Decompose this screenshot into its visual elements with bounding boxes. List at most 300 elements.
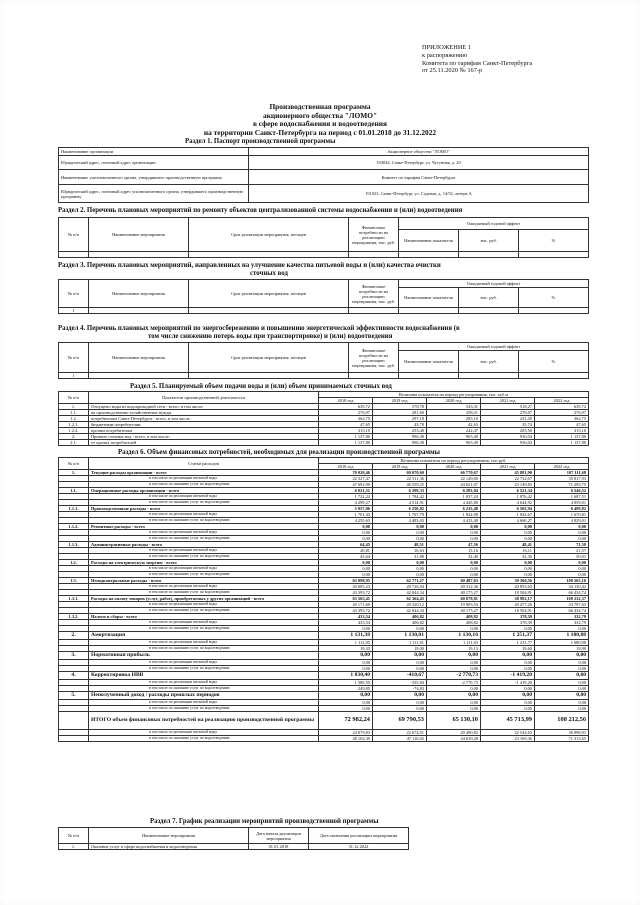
row-value: 332,79 (535, 614, 589, 620)
row-num: 1.2.1. (59, 422, 89, 428)
row-value: 936,04 (481, 440, 535, 446)
row-value: 0,00 (535, 666, 589, 672)
row-name: Принято сточных вод - всего, в том числе: (89, 434, 319, 440)
row-value: 0,00 (481, 536, 535, 542)
passport-value: Акционерное общество "ЛОМО" (249, 148, 589, 156)
row-value: 35,74 (481, 422, 535, 428)
row-value: 205,56 (481, 428, 535, 434)
row-value: 6 502,94 (481, 506, 535, 512)
row-name: Расходы на электрическую энергию - всего (89, 560, 319, 566)
passport-value: 191023, Санкт-Петербург, ул. Садовая, д. 14/52, литера А (249, 185, 589, 203)
row-value: -335,84 (373, 680, 427, 686)
row-value: 40 175,27 (427, 590, 481, 596)
row-value: 46 559,25 (373, 482, 427, 488)
col-num-header: № п/п (59, 392, 89, 404)
row-name: Ремонтные расходы - всего (89, 524, 319, 530)
row-value: 66 770,67 (427, 470, 481, 476)
row-value: 0,00 (427, 652, 481, 660)
section7-title: Раздел 7. График реализации мероприятий производственной программы (150, 818, 379, 825)
row-value: 1 111,01 (373, 640, 427, 646)
row-value: 1 080,98 (535, 640, 589, 646)
row-num: 2. (59, 632, 89, 640)
row-name: Расходы на оплату товаров (услуг, работ), приобретаемых у других организаций - всего (89, 596, 319, 602)
row-value: 0,00 (535, 686, 589, 692)
row-name: в том числе по реализации питьевой воды (89, 660, 319, 666)
row-value: 0,00 (427, 686, 481, 692)
row-value: 32,40 (427, 554, 481, 560)
row-name: в том числе по оказанию услуг по водоотведению (89, 482, 319, 488)
row-end-date: 31.12.2022 (309, 844, 409, 850)
row-value: 66 434,74 (535, 590, 589, 596)
row-value: 36 898,91 (535, 730, 589, 736)
row-value: 39 360,56 (481, 578, 535, 584)
year-header: 2018 год (319, 464, 373, 470)
row-name: в том числе по оказанию услуг по водоотведению (89, 500, 319, 506)
row-value: 6 299,33 (373, 488, 427, 494)
table-row (59, 844, 409, 850)
year-header: 2020 год (427, 464, 481, 470)
row-num: 1 (59, 308, 89, 314)
row-value: 4 859,01 (535, 500, 589, 506)
row-value: 0,00 (535, 524, 589, 530)
row-value: 71,58 (535, 542, 589, 548)
row-value: 6 283,04 (427, 488, 481, 494)
row-value: 100 232,37 (535, 596, 589, 602)
row-value: 1 137,80 (535, 434, 589, 440)
row-name: в том числе по оказанию услуг по водоотведению (89, 572, 319, 578)
document-title (130, 103, 510, 137)
row-value: 0,00 (535, 536, 589, 542)
row-value: 66 434,74 (535, 608, 589, 614)
row-value: 19,90 (535, 646, 589, 652)
table-row (59, 672, 589, 680)
row-num: 1.2. (59, 560, 89, 566)
row-value: 45 713,99 (481, 712, 535, 730)
row-value: 276,97 (481, 410, 535, 416)
row-name: в том числе по оказанию услуг по водоотведению (89, 518, 319, 524)
col-indicator-header: Наименование показателя (399, 351, 459, 373)
col-rub-header: тыс. руб. (459, 230, 519, 252)
row-value: 1 580,55 (319, 680, 373, 686)
row-value: 23 149,83 (481, 482, 535, 488)
row-value: 0,00 (481, 692, 535, 700)
row-value: 1 701,43 (319, 512, 373, 518)
row-num: 1.1. (59, 410, 89, 416)
row-value: 20 490,82 (427, 730, 481, 736)
row-value: 5 957,06 (319, 506, 373, 512)
row-value: 0,00 (373, 572, 427, 578)
row-value: 0,00 (319, 700, 373, 706)
row-value: 0,00 (481, 660, 535, 666)
row-value: 0,00 (373, 530, 427, 536)
row-num: 1.1.1. (59, 506, 89, 512)
table-row (59, 343, 589, 351)
row-value: 1 137,80 (319, 434, 373, 440)
row-name: в том числе по оказанию услуг по водоотведению (89, 608, 319, 614)
row-value: 0,00 (427, 692, 481, 700)
col-name-header: Статьи расходов (89, 458, 319, 470)
row-value: 71 313,65 (535, 736, 589, 742)
table-row (59, 440, 589, 446)
section6-title: Раздел 6. Объем финансовых потребностей, необходимых для реализации производственной программы (118, 449, 440, 456)
section3-title-line2: сточных вод (250, 270, 288, 277)
row-value: 15,16 (427, 548, 481, 554)
row-value: 0,00 (481, 572, 535, 578)
row-value: 64,45 (319, 542, 373, 548)
row-num: 5. (59, 692, 89, 700)
row-value: 24 879,83 (319, 730, 373, 736)
col-name-header: Наименование мероприятия (89, 828, 249, 844)
row-value: 69 070,60 (373, 470, 427, 476)
row-value: 0,00 (373, 706, 427, 712)
row-value: 639,72 (319, 404, 373, 410)
row-value: 20,81 (319, 548, 373, 554)
row-value: 0,00 (481, 686, 535, 692)
row-value: -1 419,20 (481, 672, 535, 680)
row-value: 315,10 (535, 428, 589, 434)
row-num: 1.3. (59, 578, 89, 584)
row-name: ИТОГО объем финансовых потребностей на реализацию производственной программы (89, 712, 319, 730)
section4-title-line2: том числе снижению потерь воды при транспортировке) и (или) водоотведения (148, 333, 393, 340)
section4-title-line1: Раздел 4. Перечень плановых мероприятий по энергосбережению и повышению энергетической эффективности водоснабжения (в (58, 325, 460, 332)
passport-label: Юридический адрес, почтовый адрес уполномоченного органа, утвердившего производственную программу (59, 185, 249, 203)
row-value: 0,00 (427, 660, 481, 666)
row-name: Административные расходы - всего (89, 542, 319, 548)
table-row (59, 736, 589, 742)
row-value: 60 078,81 (427, 596, 481, 602)
col-effect-header: Ожидаемый годовой эффект (399, 280, 589, 288)
row-name: в том числе по оказанию услуг по водоотведению (89, 736, 319, 742)
row-value: 32,30 (481, 554, 535, 560)
row-value: 47,56 (427, 542, 481, 548)
row-value: 50,01 (535, 554, 589, 560)
section4-table (58, 342, 589, 379)
row-name: Неполученный доход / расходы прошлых периодов (89, 692, 319, 700)
row-value: 6 546,52 (535, 488, 589, 494)
row-value: 0,00 (535, 652, 589, 660)
row-value: 1 130,16 (427, 632, 481, 640)
row-value: 4 829,01 (535, 518, 589, 524)
row-value: 18 504,91 (481, 590, 535, 596)
row-num: 3. (59, 652, 89, 660)
row-value: -410,67 (373, 672, 427, 680)
row-value: 22 544,63 (481, 730, 535, 736)
row-value: 249,85 (319, 686, 373, 692)
row-value: 1 687,51 (535, 494, 589, 500)
row-value: 47,65 (535, 422, 589, 428)
row-value: 0,00 (535, 660, 589, 666)
row-num: 1.3.1. (59, 596, 89, 602)
row-value: -2 770,73 (427, 672, 481, 680)
row-value: 0,00 (481, 706, 535, 712)
table-row (59, 280, 589, 288)
row-value: 6 021,51 (319, 488, 373, 494)
row-value: 0,00 (373, 700, 427, 706)
row-value: 639,72 (535, 404, 589, 410)
year-header: 2021 год (481, 398, 535, 404)
col-dates-header: Срок реализации мероприятия, месяцев (189, 343, 349, 373)
row-value: 0,00 (319, 566, 373, 572)
row-name: в том числе по реализации питьевой воды (89, 602, 319, 608)
row-value: 281,60 (373, 410, 427, 416)
row-value: 42,63 (427, 422, 481, 428)
row-value: 285,10 (427, 416, 481, 422)
row-value: 433,54 (319, 614, 373, 620)
row-name: в том числе по реализации питьевой воды (89, 548, 319, 554)
row-value: 48,51 (373, 542, 427, 548)
row-value: 22 732,07 (481, 476, 535, 482)
row-num: 1. (59, 404, 89, 410)
row-value: 0,00 (481, 524, 535, 530)
row-value: 0,00 (427, 524, 481, 530)
row-value: 107 111,68 (535, 470, 589, 476)
col-start-header: Дата начала реализации мероприятия (249, 828, 309, 844)
row-value: 378,39 (481, 620, 535, 626)
row-value: 60 487,63 (427, 578, 481, 584)
row-value: 16,11 (481, 548, 535, 554)
col-pct-header: % (519, 351, 589, 373)
row-value: 4 255,63 (319, 518, 373, 524)
row-value: 4 660,27 (481, 518, 535, 524)
col-num-header: № п/п (59, 218, 89, 252)
row-value: 0,00 (319, 692, 373, 700)
row-value: 258,21 (427, 410, 481, 416)
row-value: 65 130,10 (427, 712, 481, 730)
row-value: 34 130,42 (535, 584, 589, 590)
row-value: 6 235,48 (427, 506, 481, 512)
table-row (59, 148, 589, 156)
row-value: 0,00 (535, 572, 589, 578)
row-num: 1. (59, 470, 89, 476)
table-row (59, 632, 589, 640)
row-value: 1 876,42 (481, 494, 535, 500)
section3-title-line1: Раздел 3. Перечень плановых мероприятий, направленных на улучшение качества питьевой воды и (или) качества очистки (58, 262, 441, 269)
row-value: 0,00 (535, 672, 589, 680)
year-header: 2018 год (319, 398, 373, 404)
row-value: 1 137,80 (535, 440, 589, 446)
col-num-header: № п/п (59, 458, 89, 470)
row-value: 276,97 (319, 410, 373, 416)
row-num: 1.1.3. (59, 542, 89, 548)
row-name: бюджетным потребителям (89, 422, 319, 428)
row-name: Амортизация (89, 632, 319, 640)
row-start-date: 01.01.2018 (249, 844, 309, 850)
row-value: 4 644,92 (481, 500, 535, 506)
row-value: 6 521,34 (481, 488, 535, 494)
row-value: 22 149,60 (427, 476, 481, 482)
row-value: 0,00 (427, 572, 481, 578)
row-value: 0,00 (373, 626, 427, 632)
section3-table (58, 279, 589, 314)
row-value: 433,54 (319, 620, 373, 626)
row-value: 936,04 (481, 434, 535, 440)
row-name: в том числе по оказанию услуг по водоотведению (89, 706, 319, 712)
row-value: 21,57 (535, 548, 589, 554)
row-value: 1 670,81 (535, 512, 589, 518)
row-value: 20 312,36 (427, 584, 481, 590)
col-finance-header: Финансовые потребности на реализацию мероприятия, тыс. руб. (349, 343, 399, 373)
section1-table (58, 147, 589, 203)
row-value: 242,47 (427, 428, 481, 434)
row-value: 63 998,95 (319, 578, 373, 584)
col-rub-header: тыс. руб. (459, 288, 519, 308)
col-finance-header: Финансовые потребности на реализацию мероприятия, тыс. руб. (349, 280, 399, 308)
row-name: Корректировка НВВ (89, 672, 319, 680)
row-value: 48,41 (481, 542, 535, 548)
section2-table (58, 217, 589, 258)
row-value: 1 784,42 (373, 494, 427, 500)
row-name: Отпущено воды из водопроводной сети - всего, в том числе: (89, 404, 319, 410)
row-value: 62 771,27 (373, 578, 427, 584)
row-value: 0,00 (535, 560, 589, 566)
row-num: 4. (59, 672, 89, 680)
row-value: 1 822,08 (427, 512, 481, 518)
row-value: 578,78 (373, 404, 427, 410)
row-value: -1 419,20 (481, 680, 535, 686)
row-value: 19 903,54 (427, 602, 481, 608)
row-name: в том числе по оказанию услуг по водоотведению (89, 646, 319, 652)
table-row (59, 170, 589, 185)
row-value: 0,00 (481, 700, 535, 706)
row-name: в том числе по реализации питьевой воды (89, 730, 319, 736)
row-value: 22 674,51 (373, 730, 427, 736)
row-value: 40 175,27 (427, 608, 481, 614)
row-value: 19,33 (319, 646, 373, 652)
row-value: 0,00 (427, 536, 481, 542)
row-name: в том числе по реализации питьевой воды (89, 512, 319, 518)
row-value: 0,00 (319, 572, 373, 578)
col-dates-header: Срок реализации мероприятия, месяцев (189, 218, 349, 252)
col-name-header: Наименование мероприятия (89, 280, 189, 308)
row-value: 0,00 (481, 560, 535, 566)
row-value: 0,00 (319, 560, 373, 566)
row-value: 297,18 (373, 416, 427, 422)
passport-label: Наименование организации (59, 148, 249, 156)
row-value: 0,00 (373, 560, 427, 566)
row-value: 0,00 (427, 706, 481, 712)
row-value: 0,00 (373, 692, 427, 700)
row-name: Нормативная прибыль (89, 652, 319, 660)
row-value: 362,75 (535, 416, 589, 422)
row-value: 20 605,23 (319, 584, 373, 590)
appendix-line: Комитета по тарифам Санкт-Петербурга (422, 59, 533, 67)
col-effect-header: Ожидаемый годовой эффект (399, 218, 589, 230)
table-row (59, 652, 589, 660)
col-name-header: Показатели производственной деятельности (89, 392, 319, 404)
row-value: 965,49 (427, 440, 481, 446)
row-num (59, 736, 89, 742)
row-value: 0,00 (535, 626, 589, 632)
row-name: в том числе по реализации питьевой воды (89, 476, 319, 482)
row-value: 406,82 (373, 620, 427, 626)
col-indicator-header: Наименование показателя (399, 288, 459, 308)
row-name: в том числе по реализации питьевой воды (89, 700, 319, 706)
row-value: 0,00 (373, 666, 427, 672)
row-value: 408,82 (427, 614, 481, 620)
row-value: 42 044,34 (373, 608, 427, 614)
row-num: 1.1. (59, 488, 89, 494)
row-value: 0,00 (373, 660, 427, 666)
row-value: 332,79 (535, 620, 589, 626)
row-value: 44 639,28 (427, 736, 481, 742)
row-value: 1 830,40 (319, 672, 373, 680)
row-name: в том числе по реализации питьевой воды (89, 494, 319, 500)
table-row (59, 252, 589, 258)
row-num: 1.2. (59, 416, 89, 422)
row-value: 43 393,72 (319, 590, 373, 596)
row-value: 35 817,93 (535, 476, 589, 482)
section7-table (58, 827, 409, 850)
row-value: 0,00 (319, 530, 373, 536)
row-value: 0,00 (319, 536, 373, 542)
row-value: 0,00 (373, 524, 427, 530)
col-effect-header: Ожидаемый годовой эффект (399, 343, 589, 351)
table-row (59, 156, 589, 170)
row-value: 19,13 (427, 646, 481, 652)
row-value: 0,00 (427, 566, 481, 572)
row-value: 0,00 (535, 680, 589, 686)
row-value: 0,00 (319, 660, 373, 666)
row-value: 0,00 (535, 692, 589, 700)
col-pct-header: % (519, 288, 589, 308)
row-value: 253,40 (373, 428, 427, 434)
table-row (59, 692, 589, 700)
row-name: в том числе по оказанию услуг по водоотведению (89, 554, 319, 560)
row-name: потребителям Санкт-Петербурга - всего, в том числе: (89, 416, 319, 422)
row-name: прочим потребителям (89, 428, 319, 434)
header-caption: Величина показателя на период регулирования, тыс.руб. (319, 458, 589, 464)
row-value: 1 722,24 (319, 494, 373, 500)
table-row (59, 828, 409, 844)
row-value: 0,00 (427, 530, 481, 536)
row-value: 0,00 (319, 626, 373, 632)
year-header: 2019 год (373, 464, 427, 470)
row-value: 0,00 (481, 566, 535, 572)
row-value: 0,00 (481, 666, 535, 672)
appendix-block (422, 44, 632, 75)
section2-title: Раздел 2. Перечень плановых мероприятий по ремонту объектов централизованной системы водоснабжения и (или) водоотведения (58, 207, 463, 214)
row-num: 1.1.2. (59, 524, 89, 530)
row-value: 1 842,67 (481, 512, 535, 518)
row-num (59, 712, 89, 730)
row-value: 276,97 (535, 410, 589, 416)
row-value: 42 044,34 (373, 590, 427, 596)
row-value: 1 130,01 (373, 632, 427, 640)
col-num-header: № п/п (59, 280, 89, 308)
row-value: 63 565,41 (319, 596, 373, 602)
row-value: -2 770,73 (427, 680, 481, 686)
col-indicator-header: Наименование показателя (399, 230, 459, 252)
row-value: 0,00 (319, 666, 373, 672)
row-value: 0,00 (427, 626, 481, 632)
row-name: в том числе по реализации питьевой воды (89, 530, 319, 536)
row-value: 43 393,72 (319, 608, 373, 614)
row-value: 4 445,80 (427, 500, 481, 506)
row-name: в том числе по оказанию услуг по водоотведению (89, 536, 319, 542)
row-value: 18 504,91 (481, 608, 535, 614)
col-finance-header: Финансовые потребности на реализацию мероприятия, тыс. руб. (349, 218, 399, 252)
row-value: 47,65 (319, 422, 373, 428)
appendix-line: к распоряжению (422, 51, 468, 59)
row-value: 47 692,99 (319, 482, 373, 488)
row-num: 2. (59, 434, 89, 440)
row-name: в том числе по реализации питьевой воды (89, 566, 319, 572)
year-header: 2022 год (535, 464, 589, 470)
row-value: 23 169,36 (481, 736, 535, 742)
row-value: 378,39 (481, 614, 535, 620)
table-row (59, 712, 589, 730)
row-value: 4 514,91 (373, 500, 427, 506)
